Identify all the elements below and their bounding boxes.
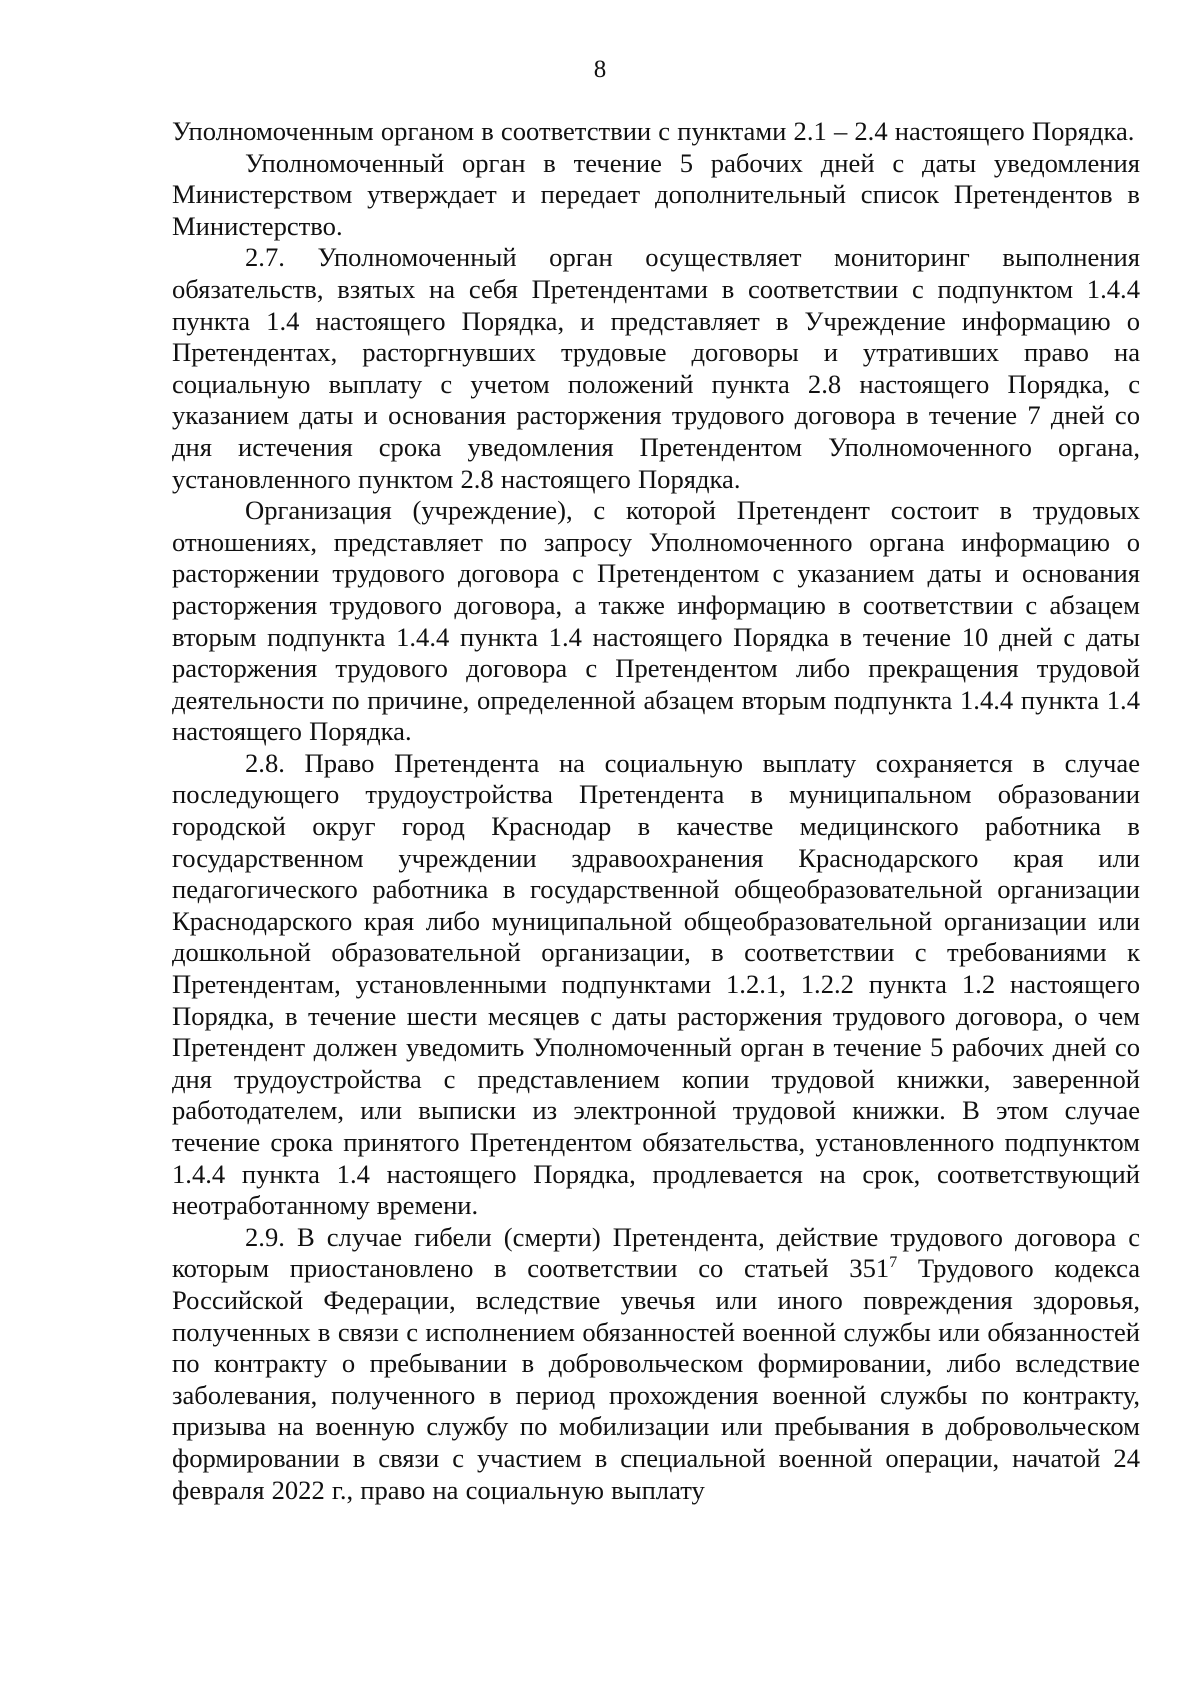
paragraph-2-9-text-end: Трудового кодекса Российской Федерации, вследствие увечья или иного повреждения здоровья, полученных в связи с исполнением обязанностей военной службы или обязанностей по контракту о пребывании в добровольческом формировании, либо вследствие заболевания, полученного в период прохождения военной службы по контракту, призыва на военную службу по мобилизации или пребывания в добровольческом формировании в связи с участием в специальной военной операции, начатой 24 февраля 2022 г., право на социальную выплату	[172, 1253, 1140, 1505]
paragraph-organization: Организация (учреждение), с которой Претендент состоит в трудовых отношениях, представляет по запросу Уполномоченного органа информацию о расторжении трудового договора с Претендентом с указанием даты и основания расторжения трудового договора, а также информацию в соответствии с абзацем вторым подпункта 1.4.4 пункта 1.4 настоящего Порядка в течение 10 дней с даты расторжения трудового договора с Претендентом либо прекращения трудовой деятельности по причине, определенной абзацем вторым подпункта 1.4.4 пункта 1.4 настоящего Порядка.	[172, 495, 1140, 747]
document-body	[172, 116, 1140, 1506]
paragraph-additional-list: Уполномоченный орган в течение 5 рабочих дней с даты уведомления Министерством утверждает и передает дополнительный список Претендентов в Министерство.	[172, 147, 1140, 241]
paragraph-2-8: 2.8. Право Претендента на социальную выплату сохраняется в случае последующего трудоустройства Претендента в муниципальном образовании городской округ город Краснодар в качестве медицинского работника в государственном учреждении здравоохранения Краснодарского края или педагогического работника в государственной общеобразовательной организации Краснодарского края либо муниципальной общеобразовательной организации или дошкольной образовательной организации, в соответствии с требованиями к Претендентам, установленными подпунктами 1.2.1, 1.2.2 пункта 1.2 настоящего Порядка, в течение шести месяцев с даты расторжения трудового договора, о чем Претендент должен уведомить Уполномоченный орган в течение 5 рабочих дней со дня трудоустройства с представлением копии трудовой книжки, заверенной работодателем, или выписки из электронной трудовой книжки. В этом случае течение срока принятого Претендентом обязательства, установленного подпунктом 1.4.4 пункта 1.4 настоящего Порядка, продлевается на срок, соответствующий неотработанному времени.	[172, 747, 1140, 1221]
paragraph-2-9-text-start: 2.9. В случае гибели (смерти) Претендента, действие трудового договора с которым приостановлено в соответствии со статьей 351	[172, 1221, 1140, 1284]
page-number: 8	[593, 56, 607, 83]
paragraph-2-7: 2.7. Уполномоченный орган осуществляет мониторинг выполнения обязательств, взятых на себя Претендентами в соответствии с подпунктом 1.4.4 пункта 1.4 настоящего Порядка, и представляет в Учреждение информацию о Претендентах, расторгнувших трудовые договоры и утративших право на социальную выплату с учетом положений пункта 2.8 настоящего Порядка, с указанием даты и основания расторжения трудового договора в течение 7 дней со дня истечения срока уведомления Претендентом Уполномоченного органа, установленного пунктом 2.8 настоящего Порядка.	[172, 242, 1140, 494]
article-superscript: 7	[889, 1254, 898, 1272]
paragraph-continuation: Уполномоченным органом в соответствии с пунктами 2.1 – 2.4 настоящего Порядка.	[172, 116, 1135, 146]
paragraph-2-9	[172, 1222, 1140, 1506]
